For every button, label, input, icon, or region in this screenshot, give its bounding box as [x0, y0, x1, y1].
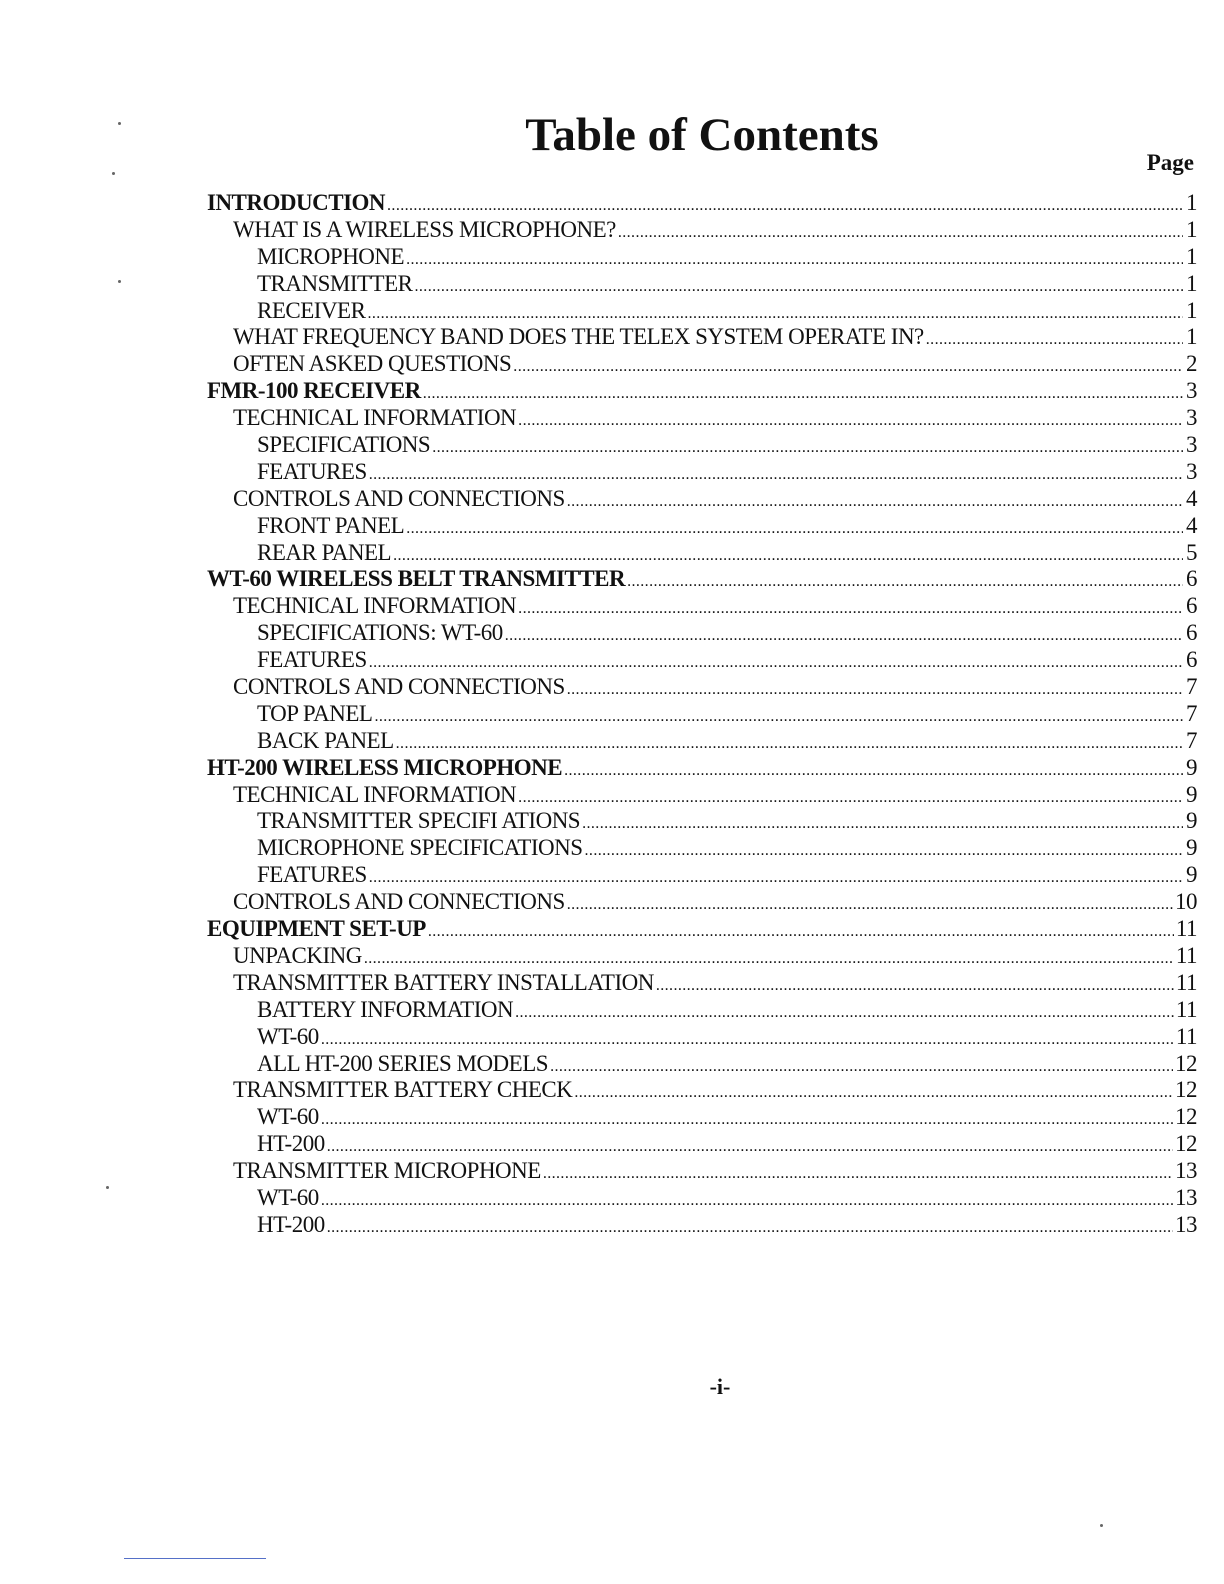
toc-entry-label: OFTEN ASKED QUESTIONS — [233, 351, 512, 377]
toc-entry-label: TRANSMITTER MICROPHONE — [233, 1158, 541, 1184]
toc-entry-label: FEATURES — [257, 647, 367, 673]
toc-entry — [207, 593, 1197, 620]
dot-leader — [627, 569, 1183, 596]
toc-entry — [207, 889, 1197, 916]
dot-leader — [369, 462, 1183, 489]
toc-entry-page: 11 — [1175, 969, 1197, 995]
toc-entry — [207, 1131, 1197, 1158]
toc-entry-label: TECHNICAL INFORMATION — [233, 781, 517, 807]
toc-entry — [207, 244, 1197, 271]
toc-entry-label: BACK PANEL — [257, 727, 394, 753]
toc-list — [207, 190, 1197, 1239]
toc-entry-label: SPECIFICATIONS: WT-60 — [257, 620, 503, 646]
dot-leader — [585, 838, 1183, 865]
dot-leader — [428, 919, 1174, 946]
dot-leader — [387, 193, 1183, 220]
dot-leader — [518, 596, 1183, 623]
toc-entry-page: 3 — [1186, 378, 1197, 404]
dot-leader — [327, 1215, 1173, 1242]
toc-entry — [207, 997, 1197, 1024]
dot-leader — [321, 1188, 1173, 1215]
toc-entry — [207, 324, 1197, 351]
dot-leader — [369, 865, 1183, 892]
toc-entry — [207, 190, 1197, 217]
toc-entry-label: CONTROLS AND CONNECTIONS — [233, 674, 565, 700]
toc-entry-label: WT-60 — [257, 1104, 319, 1130]
toc-entry-label: WHAT IS A WIRELESS MICROPHONE? — [233, 216, 616, 242]
toc-entry-label: HT-200 — [257, 1131, 325, 1157]
toc-entry-label: WT-60 WIRELESS BELT TRANSMITTER — [207, 566, 626, 592]
toc-entry-label: INTRODUCTION — [207, 190, 386, 215]
toc-entry-page: 9 — [1186, 862, 1197, 888]
toc-entry-label: UNPACKING — [233, 942, 362, 968]
toc-entry-label: TECHNICAL INFORMATION — [233, 593, 517, 619]
toc-entry-page: 1 — [1186, 190, 1197, 215]
toc-entry — [207, 943, 1197, 970]
toc-entry-label: TRANSMITTER BATTERY CHECK — [233, 1077, 573, 1103]
toc-entry-page: 9 — [1186, 835, 1197, 861]
toc-entry-page: 13 — [1175, 1158, 1197, 1184]
dot-leader — [369, 650, 1183, 677]
dot-leader — [574, 1080, 1173, 1107]
toc-entry-page: 7 — [1186, 700, 1197, 726]
dot-leader — [393, 543, 1183, 570]
dot-leader — [321, 1107, 1173, 1134]
toc-entry-label: HT-200 WIRELESS MICROPHONE — [207, 754, 563, 780]
toc-entry-label: TRANSMITTER BATTERY INSTALLATION — [233, 969, 654, 995]
dot-leader — [543, 1161, 1173, 1188]
dot-leader — [515, 1000, 1174, 1027]
toc-entry — [207, 674, 1197, 701]
toc-entry-page: 12 — [1175, 1104, 1197, 1130]
footer-page-number: -i- — [709, 1374, 731, 1399]
toc-entry-page: 1 — [1186, 297, 1197, 323]
dot-leader — [656, 973, 1174, 1000]
scan-speck — [118, 280, 121, 283]
dot-leader — [550, 1054, 1173, 1081]
toc-entry — [207, 755, 1197, 782]
toc-entry — [207, 1158, 1197, 1185]
toc-entry-page: 4 — [1186, 512, 1197, 538]
toc-entry-page: 6 — [1186, 647, 1197, 673]
toc-entry — [207, 486, 1197, 513]
toc-entry — [207, 271, 1197, 298]
toc-entry — [207, 1185, 1197, 1212]
toc-entry — [207, 566, 1197, 593]
margin-rule — [124, 1558, 266, 1559]
toc-entry-page: 9 — [1186, 754, 1197, 780]
dot-leader — [567, 892, 1173, 919]
page-title: Table of Contents — [525, 109, 879, 162]
toc-entry-label: FRONT PANEL — [257, 512, 405, 538]
toc-entry-label: TECHNICAL INFORMATION — [233, 405, 517, 431]
toc-entry-label: FMR-100 RECEIVER — [207, 378, 421, 404]
toc-entry — [207, 862, 1197, 889]
dot-leader — [518, 785, 1183, 812]
toc-entry-page: 11 — [1175, 916, 1197, 942]
toc-entry-page: 9 — [1186, 808, 1197, 834]
toc-entry — [207, 1212, 1197, 1239]
toc-entry-label: TRANSMITTER SPECIFI ATIONS — [257, 808, 581, 834]
dot-leader — [327, 1134, 1173, 1161]
toc-entry — [207, 620, 1197, 647]
toc-entry-page: 3 — [1186, 405, 1197, 431]
dot-leader — [567, 489, 1183, 516]
dot-leader — [396, 731, 1183, 758]
toc-entry-label: WT-60 — [257, 1184, 319, 1210]
toc-entry-page: 12 — [1175, 1131, 1197, 1157]
toc-entry — [207, 405, 1197, 432]
toc-entry-page: 5 — [1186, 539, 1197, 565]
toc-entry — [207, 432, 1197, 459]
toc-entry-page: 7 — [1186, 674, 1197, 700]
toc-entry-label: MICROPHONE SPECIFICATIONS — [257, 835, 583, 861]
toc-entry — [207, 1051, 1197, 1078]
toc-entry-page: 12 — [1175, 1077, 1197, 1103]
toc-entry — [207, 217, 1197, 244]
toc-entry-page: 6 — [1186, 566, 1197, 592]
dot-leader — [618, 220, 1183, 247]
dot-leader — [564, 758, 1183, 785]
toc-entry — [207, 647, 1197, 674]
toc-entry — [207, 916, 1197, 943]
toc-entry-label: BATTERY INFORMATION — [257, 996, 514, 1022]
dot-leader — [374, 704, 1183, 731]
toc-entry-page: 13 — [1175, 1184, 1197, 1210]
toc-entry-page: 9 — [1186, 781, 1197, 807]
toc-entry-label: FEATURES — [257, 862, 367, 888]
dot-leader — [432, 435, 1183, 462]
toc-entry-label: CONTROLS AND CONNECTIONS — [233, 485, 565, 511]
toc-entry-page: 10 — [1175, 889, 1197, 915]
toc-entry-label: RECEIVER — [257, 297, 366, 323]
dot-leader — [505, 623, 1183, 650]
toc-entry-label: FEATURES — [257, 458, 367, 484]
toc-entry-page: 6 — [1186, 620, 1197, 646]
toc-entry — [207, 459, 1197, 486]
toc-entry-page: 11 — [1175, 996, 1197, 1022]
toc-entry-label: REAR PANEL — [257, 539, 392, 565]
dot-leader — [567, 677, 1183, 704]
toc-entry — [207, 782, 1197, 809]
toc-entry-page: 1 — [1186, 324, 1197, 350]
toc-entry — [207, 1077, 1197, 1104]
toc-entry-label: MICROPHONE — [257, 243, 405, 269]
toc-entry-label: WHAT FREQUENCY BAND DOES THE TELEX SYSTEM OPERATE IN? — [233, 324, 924, 350]
scan-speck — [1100, 1524, 1103, 1527]
toc-entry-page: 1 — [1186, 270, 1197, 296]
toc-entry-label: CONTROLS AND CONNECTIONS — [233, 889, 565, 915]
toc-entry — [207, 728, 1197, 755]
toc-entry — [207, 1104, 1197, 1131]
toc-entry-label: TOP PANEL — [257, 700, 373, 726]
toc-entry — [207, 808, 1197, 835]
toc-entry-page: 6 — [1186, 593, 1197, 619]
dot-leader — [518, 408, 1183, 435]
dot-leader — [423, 381, 1183, 408]
dot-leader — [926, 327, 1183, 354]
toc-entry-page: 4 — [1186, 485, 1197, 511]
dot-leader — [406, 247, 1183, 274]
scan-speck — [118, 122, 121, 125]
scan-speck — [112, 172, 115, 175]
dot-leader — [582, 811, 1183, 838]
toc-entry-page: 3 — [1186, 432, 1197, 458]
toc-entry-page: 11 — [1175, 1023, 1197, 1049]
dot-leader — [367, 301, 1183, 328]
toc-entry — [207, 298, 1197, 325]
toc-entry-page: 3 — [1186, 458, 1197, 484]
toc-entry — [207, 970, 1197, 997]
toc-entry — [207, 378, 1197, 405]
toc-entry-label: ALL HT-200 SERIES MODELS — [257, 1050, 549, 1076]
toc-entry — [207, 513, 1197, 540]
toc-entry-page: 13 — [1175, 1211, 1197, 1237]
toc-entry — [207, 351, 1197, 378]
toc-entry — [207, 701, 1197, 728]
toc-entry-page: 1 — [1186, 243, 1197, 269]
dot-leader — [406, 516, 1183, 543]
dot-leader — [415, 274, 1184, 301]
toc-entry-page: 1 — [1186, 216, 1197, 242]
dot-leader — [321, 1027, 1174, 1054]
scan-speck — [106, 1186, 109, 1189]
toc-entry-page: 11 — [1175, 942, 1197, 968]
toc-entry — [207, 540, 1197, 567]
toc-entry-label: SPECIFICATIONS — [257, 432, 431, 458]
toc-entry-label: EQUIPMENT SET-UP — [207, 916, 426, 942]
toc-entry-page: 7 — [1186, 727, 1197, 753]
toc-entry-label: TRANSMITTER — [257, 270, 413, 296]
toc-entry-page: 2 — [1186, 351, 1197, 377]
toc-entry-label: HT-200 — [257, 1211, 325, 1237]
toc-entry-page: 12 — [1175, 1050, 1197, 1076]
toc-entry — [207, 835, 1197, 862]
page-column-label: Page — [1146, 150, 1194, 175]
toc-entry-label: WT-60 — [257, 1023, 319, 1049]
dot-leader — [364, 946, 1174, 973]
toc-entry — [207, 1024, 1197, 1051]
dot-leader — [513, 354, 1183, 381]
